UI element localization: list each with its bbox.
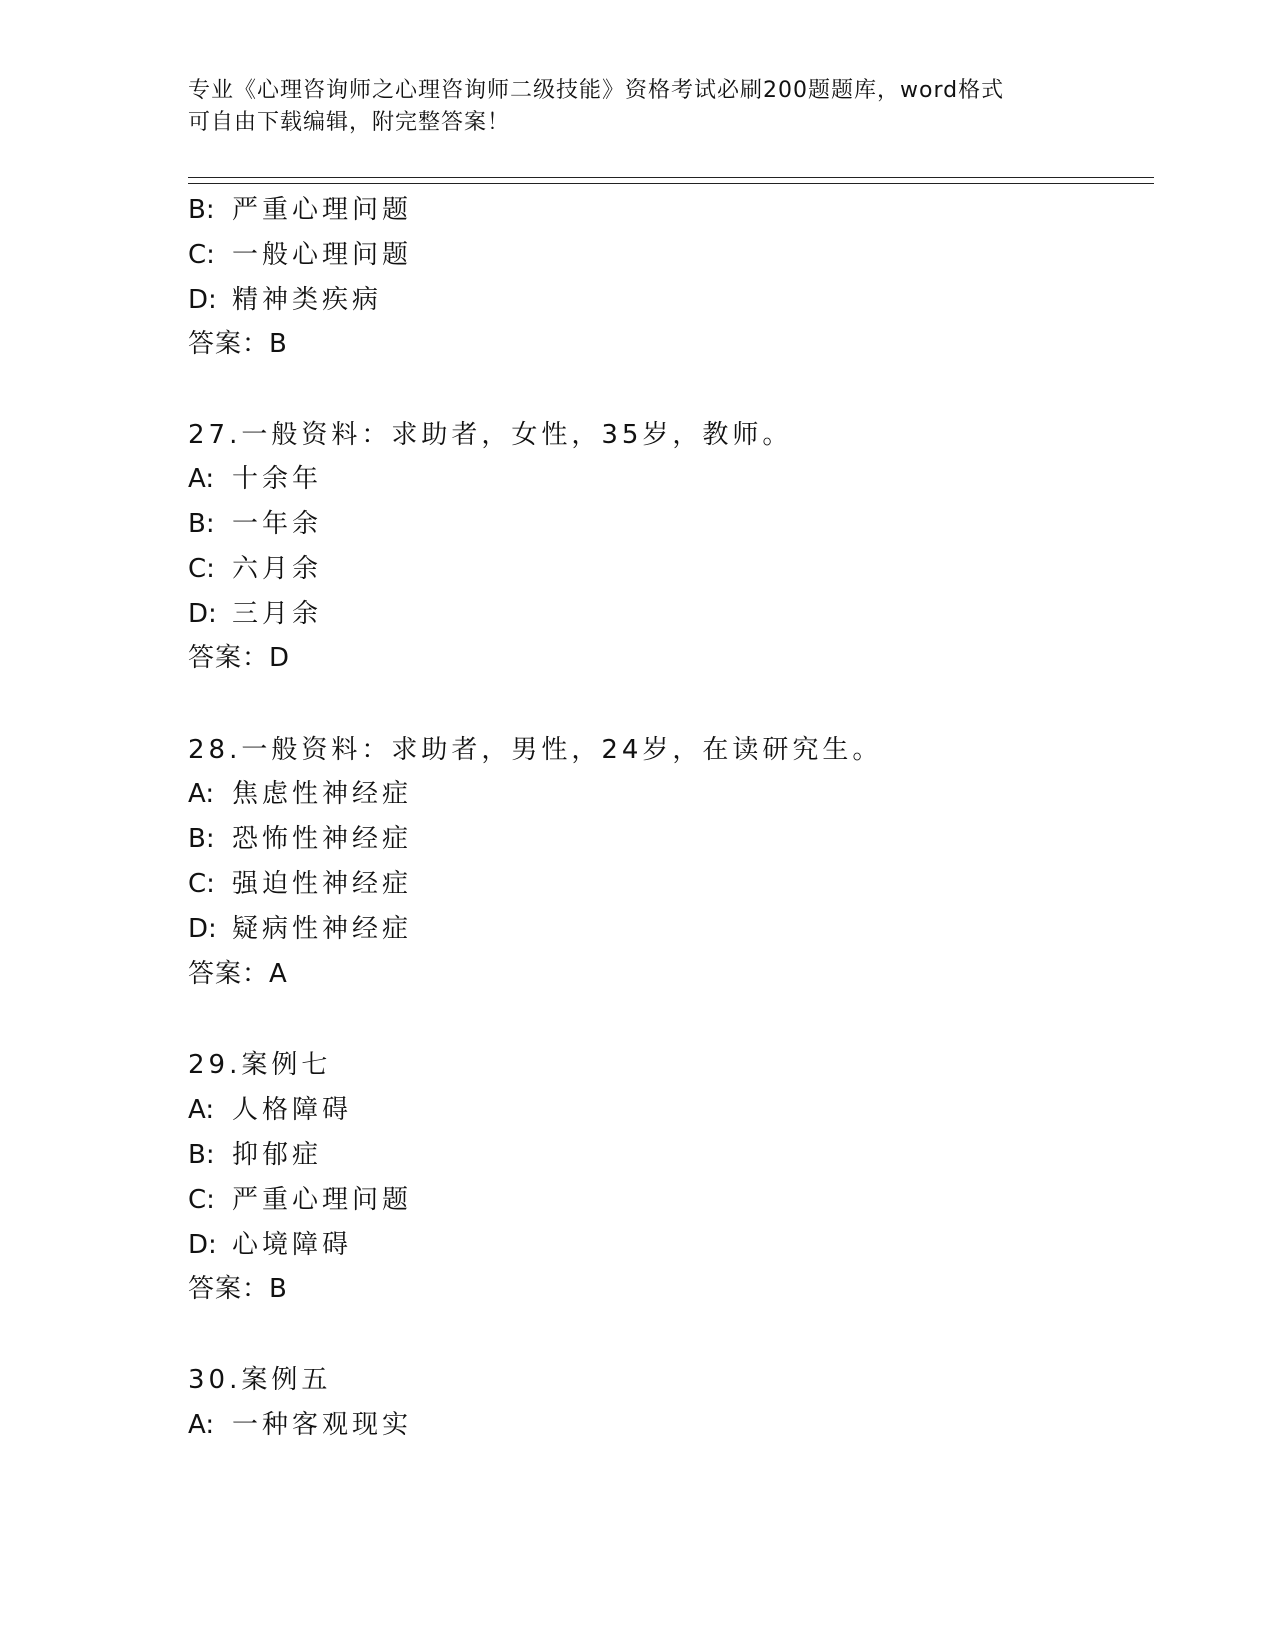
option-text: 强迫性神经症 — [232, 869, 413, 899]
option-text: 精神类疾病 — [232, 285, 383, 315]
q28-option-d — [188, 912, 412, 946]
option-label: A: — [188, 1410, 215, 1440]
q26-option-c — [188, 238, 412, 272]
document-header — [188, 75, 1088, 139]
option-label: D: — [188, 599, 217, 629]
q29-stem: 29.案例七 — [188, 1050, 332, 1080]
q26-option-d — [188, 283, 382, 317]
q27-answer: 答案：D — [188, 643, 291, 673]
option-text: 抑郁症 — [232, 1140, 323, 1170]
option-label: C: — [188, 240, 215, 270]
option-label: D: — [188, 914, 217, 944]
option-text: 人格障碍 — [232, 1095, 353, 1125]
header-divider-bottom — [188, 183, 1154, 184]
header-divider-top — [188, 177, 1154, 178]
option-text: 一般心理问题 — [232, 240, 413, 270]
option-text: 心境障碍 — [232, 1230, 353, 1260]
q29-answer: 答案：B — [188, 1274, 288, 1304]
option-text: 十余年 — [232, 464, 323, 494]
q28-option-c — [188, 867, 412, 901]
option-label: B: — [188, 824, 215, 854]
option-label: C: — [188, 869, 215, 899]
q27-option-b — [188, 507, 322, 541]
q28-option-b — [188, 822, 412, 856]
option-label: B: — [188, 1140, 215, 1170]
header-line-1: 专业《心理咨询师之心理咨询师二级技能》资格考试必刷200题题库，word格式 — [188, 78, 1005, 103]
option-text: 疑病性神经症 — [232, 914, 413, 944]
option-text: 严重心理问题 — [232, 1185, 413, 1215]
q30-option-a — [188, 1408, 412, 1442]
q27-option-d — [188, 597, 322, 631]
q27-option-a — [188, 462, 322, 496]
q26-option-b — [188, 193, 412, 227]
option-text: 恐怖性神经症 — [232, 824, 413, 854]
option-label: B: — [188, 509, 215, 539]
option-label: B: — [188, 195, 215, 225]
option-text: 一年余 — [232, 509, 323, 539]
option-text: 焦虑性神经症 — [232, 779, 413, 809]
q30-stem: 30.案例五 — [188, 1365, 332, 1395]
option-text: 一种客观现实 — [232, 1410, 413, 1440]
q28-stem: 28.一般资料：求助者，男性，24岁，在读研究生。 — [188, 735, 883, 765]
option-text: 严重心理问题 — [232, 195, 413, 225]
q29-option-c — [188, 1183, 412, 1217]
q27-stem: 27.一般资料：求助者，女性，35岁，教师。 — [188, 420, 793, 450]
q29-option-a — [188, 1093, 352, 1127]
option-label: C: — [188, 1185, 215, 1215]
option-label: A: — [188, 779, 215, 809]
option-label: C: — [188, 554, 215, 584]
option-text: 三月余 — [232, 599, 323, 629]
option-text: 六月余 — [232, 554, 323, 584]
q28-option-a — [188, 777, 412, 811]
option-label: A: — [188, 464, 215, 494]
q29-option-b — [188, 1138, 322, 1172]
q29-option-d — [188, 1228, 352, 1262]
option-label: D: — [188, 285, 217, 315]
option-label: D: — [188, 1230, 217, 1260]
q27-option-c — [188, 552, 322, 586]
header-line-2: 可自由下载编辑，附完整答案！ — [188, 110, 511, 135]
option-label: A: — [188, 1095, 215, 1125]
q28-answer: 答案：A — [188, 959, 288, 989]
q26-answer: 答案：B — [188, 329, 288, 359]
